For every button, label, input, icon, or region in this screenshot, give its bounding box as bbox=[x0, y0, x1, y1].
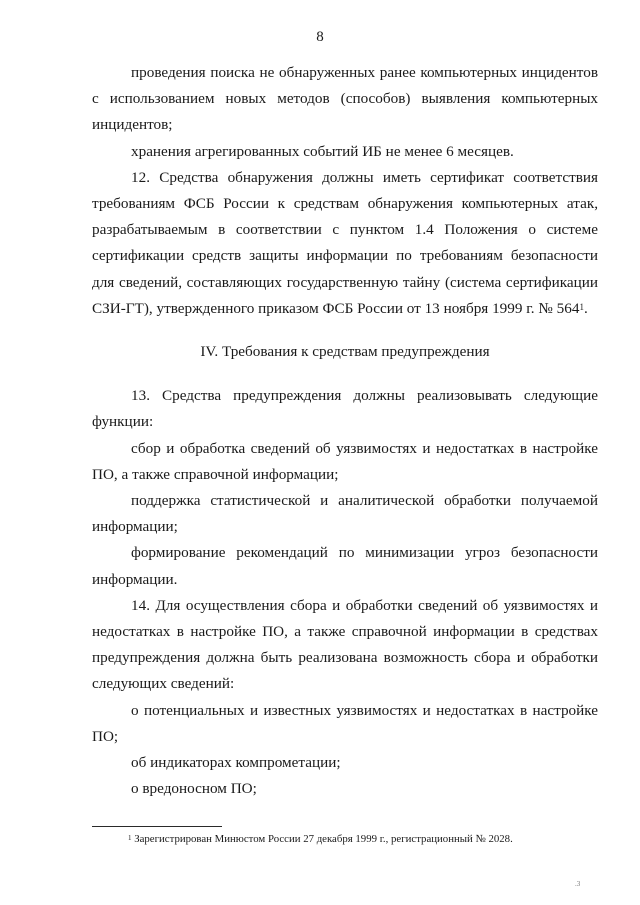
list-item-indicators: об индикаторах компрометации; bbox=[131, 754, 341, 772]
page-number: 8 bbox=[316, 29, 324, 45]
paragraph-storage: хранения агрегированных событий ИБ не менее 6 месяцев. bbox=[131, 142, 514, 160]
footnote-divider bbox=[92, 826, 222, 827]
paragraph-12-text: 12. Средства обнаружения должны иметь сертификат соответствия требованиям ФСБ России к средствам обнаружения компьютерных атак, разрабатываемым в соответствии с пунктом 1.4 Положения о системе сертификации средств защиты информации по требованиям безопасности для сведений, составляющих государственную тайну (система сертификации СЗИ-ГТ), утвержденного приказом ФСБ России от 13 ноября 1999 г. № 564 bbox=[92, 168, 598, 317]
list-item-malware: о вредоносном ПО; bbox=[131, 780, 257, 798]
document-body bbox=[92, 60, 598, 802]
list-item-statistics: поддержка статистической и аналитической обработки получаемой информации; bbox=[92, 492, 598, 536]
section-heading-iv: IV. Требования к средствам предупреждения bbox=[200, 343, 490, 361]
paragraph-13-functions: 13. Средства предупреждения должны реализовывать следующие функции: bbox=[92, 387, 598, 431]
list-item-vulnerabilities: о потенциальных и известных уязвимостях и недостатках в настройке ПО; bbox=[92, 701, 598, 745]
footnote-text: Зарегистрирован Минюстом России 27 декабря 1999 г., регистрационный № 2028. bbox=[131, 833, 513, 845]
paragraph-12-certificate bbox=[92, 165, 598, 322]
corner-mark: .3 bbox=[575, 880, 581, 888]
paragraph-search-incidents: проведения поиска не обнаруженных ранее компьютерных инцидентов с использованием новых методов (способов) выявления компьютерных инцидентов; bbox=[92, 64, 598, 134]
paragraph-12-tail: . bbox=[583, 299, 588, 317]
footnote-marker: 1 bbox=[128, 834, 132, 842]
footnote-reference: 1 bbox=[579, 301, 584, 312]
footnote bbox=[128, 832, 598, 846]
list-item-recommendations: формирование рекомендаций по минимизации угроз безопасности информации. bbox=[92, 544, 598, 588]
paragraph-14-collection: 14. Для осуществления сбора и обработки сведений об уязвимостях и недостатках в настройке ПО, а также справочной информации в средствах предупреждения должна быть реализована возможность сбора и обработки следующих сведений: bbox=[92, 596, 598, 693]
list-item-collection: сбор и обработка сведений об уязвимостях и недостатках в настройке ПО, а также справочной информации; bbox=[92, 439, 598, 483]
